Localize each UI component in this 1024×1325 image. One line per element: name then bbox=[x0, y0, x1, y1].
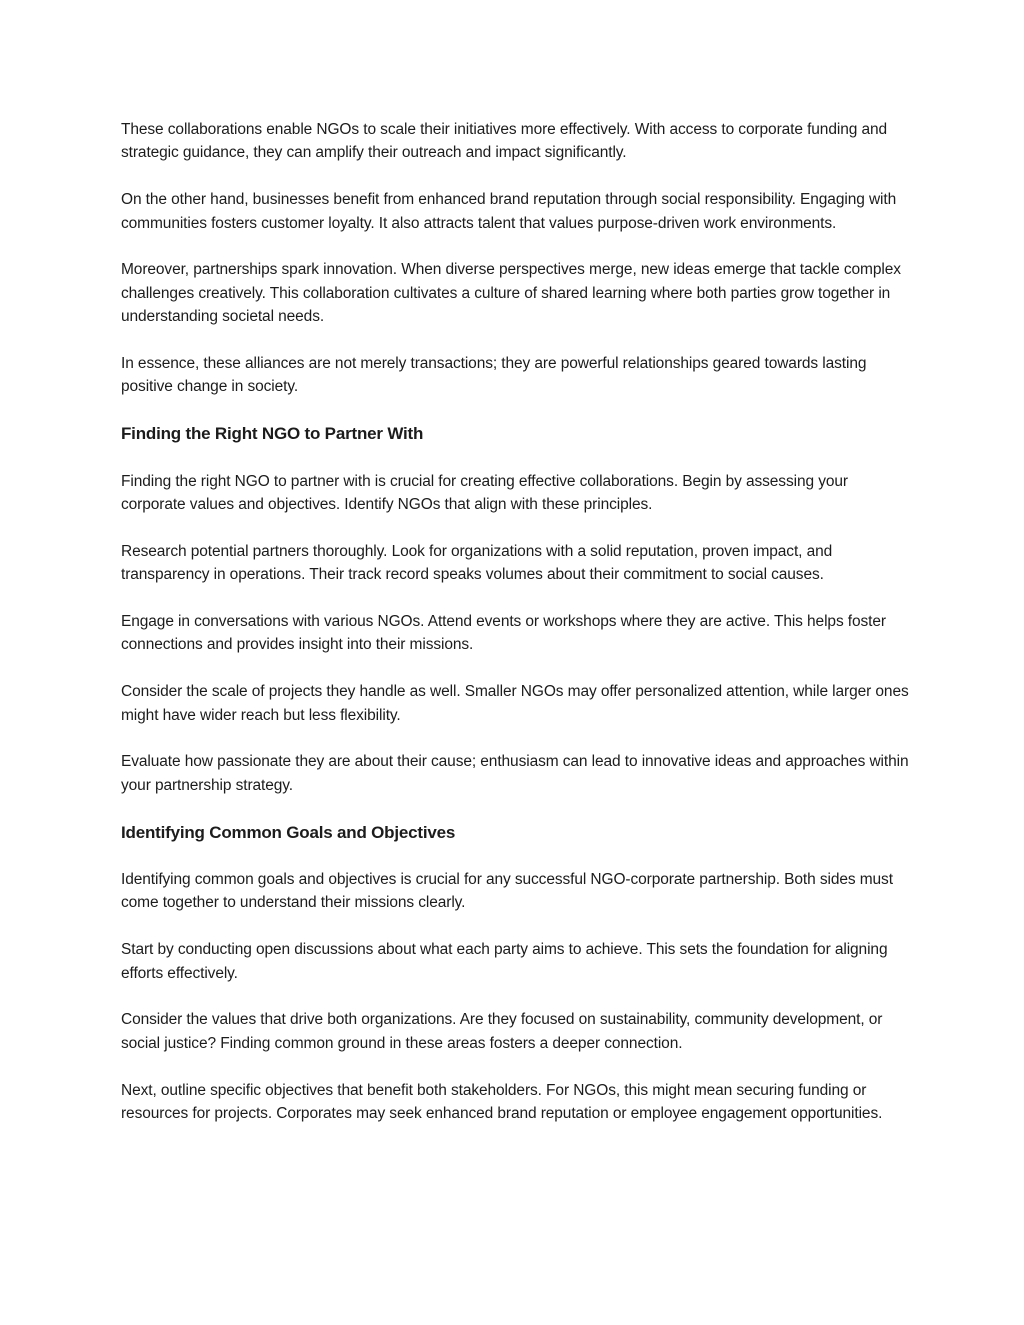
paragraph: Consider the scale of projects they handle as well. Smaller NGOs may offer personalized attention, while larger ones might have wider reach but less flexibility. bbox=[121, 683, 909, 724]
paragraph: Next, outline specific objectives that benefit both stakeholders. For NGOs, this might mean securing funding or resources for projects. Corporates may seek enhanced brand reputation or employee engagement opportunities. bbox=[121, 1081, 883, 1123]
document-page bbox=[121, 118, 911, 1149]
paragraph: Engage in conversations with various NGOs. Attend events or workshops where they are active. This helps foster connections and provides insight into their missions. bbox=[121, 613, 886, 654]
paragraph: Evaluate how passionate they are about their cause; enthusiasm can lead to innovative ideas and approaches within your partnership strategy. bbox=[121, 753, 909, 794]
section-heading: Identifying Common Goals and Objectives bbox=[121, 822, 456, 842]
paragraph: Research potential partners thoroughly. Look for organizations with a solid reputation, proven impact, and transparency in operations. Their track record speaks volumes about their commitment to social causes. bbox=[121, 542, 833, 584]
paragraph: Identifying common goals and objectives is crucial for any successful NGO-corporate partnership. Both sides must come together to understand their missions clearly. bbox=[121, 871, 893, 912]
paragraph: On the other hand, businesses benefit from enhanced brand reputation through social responsibility. Engaging with communities fosters customer loyalty. It also attracts talent that values purpose-driven work environments. bbox=[121, 191, 897, 232]
paragraph: Finding the right NGO to partner with is crucial for creating effective collaborations. Begin by assessing your corporate values and objectives. Identify NGOs that align with these principles. bbox=[121, 472, 848, 514]
paragraph: Moreover, partnerships spark innovation. When diverse perspectives merge, new ideas emerge that tackle complex challenges creatively. This collaboration cultivates a culture of shared learning where both parties grow together in understanding societal needs. bbox=[121, 261, 901, 326]
section-heading: Finding the Right NGO to Partner With bbox=[121, 424, 424, 444]
paragraph: These collaborations enable NGOs to scale their initiatives more effectively. With access to corporate funding and strategic guidance, they can amplify their outreach and impact significantly. bbox=[121, 121, 888, 162]
paragraph: Consider the values that drive both organizations. Are they focused on sustainability, community development, or social justice? Finding common ground in these areas fosters a deeper connection. bbox=[121, 1011, 883, 1052]
paragraph: In essence, these alliances are not merely transactions; they are powerful relationships geared towards lasting positive change in society. bbox=[121, 355, 867, 396]
paragraph: Start by conducting open discussions about what each party aims to achieve. This sets the foundation for aligning efforts effectively. bbox=[121, 941, 888, 982]
